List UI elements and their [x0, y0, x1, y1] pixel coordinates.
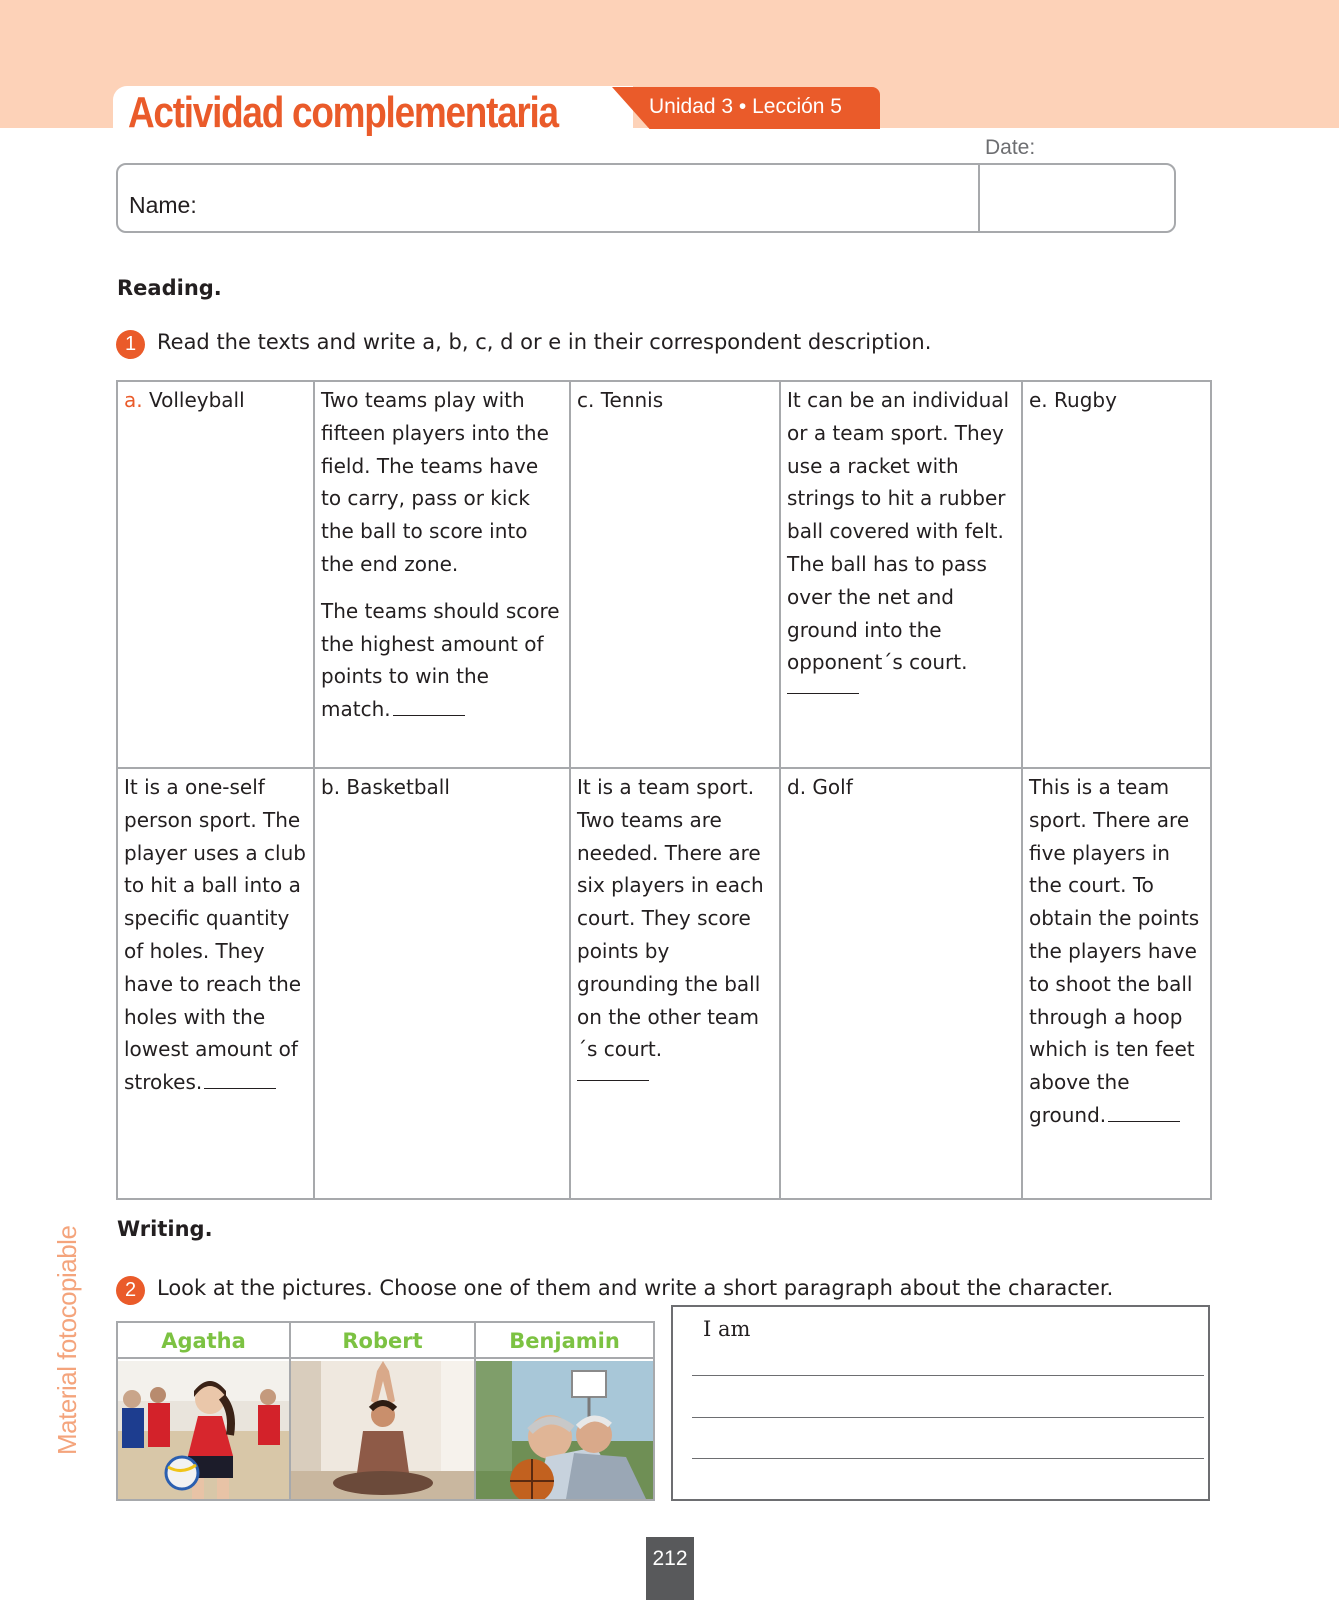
writing-prompt-start: I am	[703, 1317, 751, 1341]
sport-letter: a.	[124, 388, 143, 412]
agatha-photo	[118, 1361, 289, 1499]
reading-heading: Reading.	[117, 276, 222, 300]
answer-blank[interactable]	[393, 715, 465, 716]
character-pictures	[116, 1321, 655, 1501]
writing-line	[692, 1375, 1204, 1376]
writing-line	[692, 1458, 1204, 1459]
side-label: Material fotocopiable	[52, 1225, 82, 1455]
sport-cell-volleyball	[117, 381, 314, 768]
name-label: Name:	[129, 192, 197, 218]
exercise-1-badge: 1	[116, 330, 145, 359]
sport-name: Volleyball	[142, 388, 245, 412]
exercise-1-instruction: Read the texts and write a, b, c, d or e in their correspondent description.	[157, 330, 932, 354]
character-benjamin[interactable]	[476, 1323, 653, 1499]
writing-answer-box[interactable]	[671, 1305, 1210, 1501]
answer-blank[interactable]	[204, 1088, 276, 1089]
description-text: It can be an individual or a team sport. They use a racket with strings to hit a rubber ball covered with felt. The ball has to pass over the net and ground into the opponent´s court.	[787, 388, 1010, 675]
name-date-divider	[978, 163, 980, 233]
page-number: 212	[646, 1537, 694, 1600]
writing-heading: Writing.	[117, 1217, 213, 1241]
description-text: The teams should score the highest amount of points to win the match.	[321, 598, 560, 722]
description-text: Two teams play with fifteen players into the field. The teams have to carry, pass or kick the ball to score into the end zone.	[321, 388, 549, 576]
description-cell-tennis	[780, 381, 1022, 768]
character-name: Benjamin	[476, 1323, 653, 1359]
character-name: Robert	[291, 1323, 474, 1359]
description-text: It is a team sport. Two teams are needed. There are six players in each court. They score points by grounding the ball on the other team´s court.	[577, 775, 764, 1062]
description-cell-basketball	[1022, 768, 1211, 1199]
description-text: It is a one-self person sport. The player uses a club to hit a ball into a specific quantity of holes. They have to reach the holes with the lowest amount of strokes.	[124, 775, 306, 1095]
unit-label: Unidad 3 • Lección 5	[649, 95, 842, 118]
robert-photo	[291, 1361, 474, 1499]
sport-cell-golf: d. Golf	[780, 768, 1022, 1199]
answer-blank[interactable]	[577, 1080, 649, 1081]
table-row	[117, 768, 1211, 1199]
description-cell-volleyball	[570, 768, 780, 1199]
sports-matching-table	[116, 380, 1212, 1200]
sport-cell-basketball: b. Basketball	[314, 768, 570, 1199]
character-agatha[interactable]	[118, 1323, 289, 1499]
name-date-box	[116, 163, 1176, 233]
exercise-2-badge: 2	[116, 1276, 145, 1305]
benjamin-photo	[476, 1361, 653, 1499]
date-label: Date:	[985, 136, 1036, 159]
character-robert[interactable]	[291, 1323, 474, 1499]
description-text: This is a team sport. There are five players in the court. To obtain the points the players have to shoot the ball through a hoop which is ten feet above the ground.	[1029, 775, 1200, 1127]
description-cell-rugby	[314, 381, 570, 768]
answer-blank[interactable]	[1108, 1121, 1180, 1122]
sport-cell-tennis: c. Tennis	[570, 381, 780, 768]
writing-line	[692, 1417, 1204, 1418]
description-cell-golf	[117, 768, 314, 1199]
sport-cell-rugby: e. Rugby	[1022, 381, 1211, 768]
answer-blank[interactable]	[787, 693, 859, 694]
exercise-2-instruction: Look at the pictures. Choose one of them and write a short paragraph about the character.	[157, 1276, 1114, 1300]
table-row	[117, 381, 1211, 768]
character-name: Agatha	[118, 1323, 289, 1359]
page-title: Actividad complementaria	[128, 88, 558, 137]
